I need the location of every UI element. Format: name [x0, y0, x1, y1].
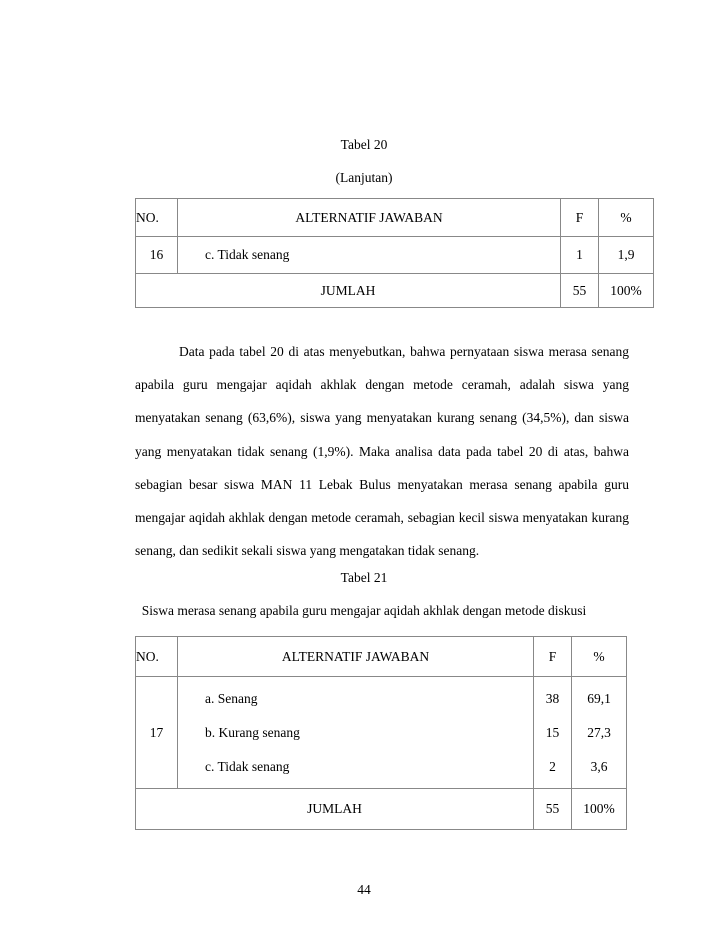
- percent-kurang-senang: 27,3: [587, 724, 611, 740]
- table-total-row: [136, 274, 654, 308]
- header-alternatif: ALTERNATIF JAWABAN: [178, 199, 561, 237]
- table21-title: Tabel 21: [340, 570, 388, 585]
- page-number: 44: [357, 882, 371, 897]
- row-f-cell: [534, 677, 572, 789]
- row-percent: 1,9: [599, 237, 654, 274]
- total-label: JUMLAH: [136, 789, 534, 830]
- header-alternatif: ALTERNATIF JAWABAN: [178, 637, 534, 677]
- row-percent-cell: [572, 677, 627, 789]
- row-no: 16: [136, 237, 178, 274]
- header-percent: %: [599, 199, 654, 237]
- analysis-paragraph: Data pada tabel 20 di atas menyebutkan, bahwa pernyataan siswa merasa senang apabila guru mengajar aqidah akhlak dengan metode ceramah, adalah siswa yang menyatakan senang (63,6%), siswa yang menyatakan kurang senang (34,5%), dan siswa yang menyatakan tidak senang (1,9%). Maka analisa data pada tabel 20 di atas, bahwa sebagian besar siswa MAN 11 Lebak Bulus menyatakan merasa senang apabila guru mengajar aqidah akhlak dengan metode ceramah, sebagian kecil siswa menyatakan kurang senang, dan sedikit sekali siswa yang mengatakan tidak senang.: [135, 344, 629, 559]
- total-f: 55: [561, 274, 599, 308]
- header-f: F: [534, 637, 572, 677]
- header-f: F: [561, 199, 599, 237]
- row-f: 1: [561, 237, 599, 274]
- header-percent: %: [572, 637, 627, 677]
- table21: [135, 636, 627, 830]
- table20-subtitle: (Lanjutan): [335, 170, 393, 185]
- f-kurang-senang: 15: [545, 724, 560, 740]
- row-no: 17: [136, 677, 178, 789]
- table-total-row: [136, 789, 627, 830]
- f-tidak-senang: 2: [549, 758, 556, 774]
- header-no: NO.: [136, 637, 178, 677]
- table-row: [136, 237, 654, 274]
- table-header-row: [136, 637, 627, 677]
- percent-senang: 69,1: [587, 690, 611, 706]
- table-header-row: [136, 199, 654, 237]
- option-senang: a. Senang: [205, 690, 258, 706]
- row-alternatif-cell: [178, 677, 534, 789]
- f-senang: 38: [545, 690, 560, 706]
- option-kurang-senang: b. Kurang senang: [205, 724, 300, 740]
- table21-caption: Siswa merasa senang apabila guru mengajar aqidah akhlak dengan metode diskusi: [141, 603, 587, 618]
- table20-title: Tabel 20: [340, 137, 388, 152]
- percent-tidak-senang: 3,6: [590, 758, 608, 774]
- table20: [135, 198, 654, 308]
- row-alternatif: c. Tidak senang: [178, 237, 561, 274]
- total-label: JUMLAH: [136, 274, 561, 308]
- total-percent: 100%: [572, 789, 627, 830]
- option-tidak-senang: c. Tidak senang: [205, 758, 290, 774]
- header-no: NO.: [136, 199, 178, 237]
- total-f: 55: [534, 789, 572, 830]
- total-percent: 100%: [599, 274, 654, 308]
- table-row: [136, 677, 627, 789]
